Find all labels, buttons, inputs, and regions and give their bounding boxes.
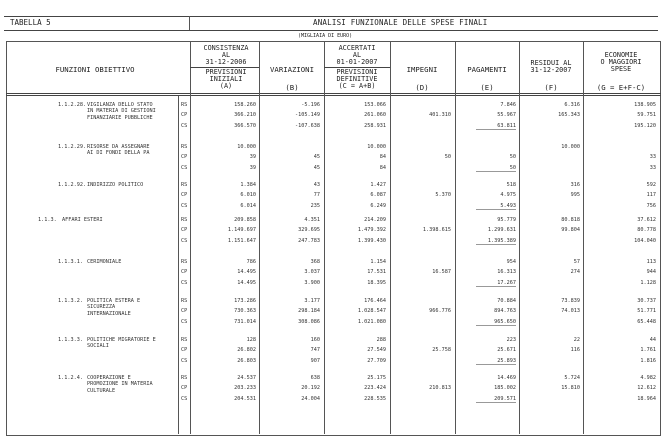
row-code: 1.1.3.1. <box>58 259 83 265</box>
value-cell: 117 <box>646 192 656 199</box>
value-cell: 907 <box>310 357 320 364</box>
value-cell: 14.469 <box>497 375 516 381</box>
row-code: 1.1.2.29. <box>58 144 87 150</box>
value-cell: 209.858 <box>234 217 256 223</box>
col-accertati-header: ACCERTATI AL 01-01-2007 <box>336 44 378 66</box>
value-cell: 176.464 <box>364 298 386 304</box>
col-variazioni-code: (B) <box>285 83 299 92</box>
value-cell: 128 <box>246 337 256 343</box>
value-cell: 55.967 <box>497 112 516 119</box>
value-cell: 366.210 <box>234 112 256 119</box>
value-cell: 6.014 <box>240 202 256 209</box>
value-cell: 44 <box>649 337 656 343</box>
subheader-rule <box>190 67 259 68</box>
group-underline <box>476 402 516 403</box>
value-cell: 84 <box>379 164 386 171</box>
value-cell: 57 <box>573 259 580 265</box>
row-type: RS <box>181 102 188 108</box>
row-label: RISORSE DA ASSEGNARE AI DI FONDI DELLA PA <box>87 144 150 157</box>
value-cell: 116 <box>570 347 580 354</box>
page-title: ANALISI FUNZIONALE DELLE SPESE FINALI <box>313 18 488 27</box>
value-cell: 3.900 <box>304 279 320 286</box>
value-cell: 10.000 <box>367 144 386 150</box>
value-cell: 944 <box>646 269 656 276</box>
row-code: 1.1.2.28. <box>58 102 87 108</box>
value-cell: 45 <box>313 164 320 171</box>
group-underline <box>476 244 516 245</box>
value-cell: 209.571 <box>494 395 516 402</box>
row-type: RS <box>181 337 188 343</box>
value-cell: 77 <box>313 192 320 199</box>
row-type: RS <box>181 259 188 265</box>
value-cell: 203.233 <box>234 385 256 392</box>
value-cell: 26.802 <box>237 347 256 354</box>
header-bottom-rule <box>6 93 661 94</box>
value-cell: 43 <box>313 182 320 188</box>
value-cell: 965.650 <box>494 318 516 325</box>
row-code: 1.1.2.92. <box>58 182 87 188</box>
value-cell: 966.776 <box>429 308 451 315</box>
col-residui-code: (F) <box>544 83 558 92</box>
value-cell: 518 <box>506 182 516 188</box>
value-cell: 592 <box>646 182 656 188</box>
value-cell: 1.479.392 <box>357 227 386 234</box>
value-cell: 731.014 <box>234 318 256 325</box>
title-bar-divider <box>189 16 190 30</box>
value-cell: 113 <box>646 259 656 265</box>
value-cell: 37.612 <box>637 217 656 223</box>
row-type: CP <box>181 112 188 119</box>
value-cell: 33 <box>649 154 656 161</box>
row-type: CS <box>181 318 188 325</box>
value-cell: 1.399.430 <box>357 237 386 244</box>
value-cell: -105.149 <box>295 112 320 119</box>
row-type: CP <box>181 192 188 199</box>
value-cell: 80.818 <box>561 217 580 223</box>
group-underline <box>476 286 516 287</box>
value-cell: 235 <box>310 202 320 209</box>
col-economie-code: (G = E+F-C) <box>596 83 646 92</box>
value-cell: 6.010 <box>240 192 256 199</box>
value-cell: 747 <box>310 347 320 354</box>
value-cell: 786 <box>246 259 256 265</box>
value-cell: 223.424 <box>364 385 386 392</box>
value-cell: 22 <box>573 337 580 343</box>
col-economie-header: ECONOMIE O MAGGIORI SPESE <box>600 51 642 73</box>
value-cell: 401.310 <box>429 112 451 119</box>
value-cell: 247.783 <box>298 237 320 244</box>
value-cell: 214.209 <box>364 217 386 223</box>
value-cell: 84 <box>379 154 386 161</box>
value-cell: 329.695 <box>298 227 320 234</box>
value-cell: 274 <box>570 269 580 276</box>
row-type: RS <box>181 298 188 304</box>
value-cell: 1.395.389 <box>487 237 516 244</box>
value-cell: 5.493 <box>500 202 516 209</box>
col-pagamenti-code: (E) <box>480 83 494 92</box>
row-label: POLITICA ESTERA E SICUREZZA INTERNAZIONALE <box>87 298 141 317</box>
value-cell: 6.087 <box>370 192 386 199</box>
value-cell: 1.384 <box>240 182 256 188</box>
value-cell: 14.495 <box>237 279 256 286</box>
value-cell: 6.249 <box>370 202 386 209</box>
value-cell: 12.612 <box>637 385 656 392</box>
value-cell: -5.196 <box>301 102 320 108</box>
value-cell: 5.724 <box>564 375 580 381</box>
row-code: 1.1.3.3. <box>58 337 83 343</box>
value-cell: 368 <box>310 259 320 265</box>
value-cell: 20.192 <box>301 385 320 392</box>
value-cell: 3.037 <box>304 269 320 276</box>
value-cell: 74.013 <box>561 308 580 315</box>
value-cell: 27.709 <box>367 357 386 364</box>
value-cell: 39 <box>249 164 256 171</box>
value-cell: 10.000 <box>561 144 580 150</box>
value-cell: 1.816 <box>640 357 656 364</box>
value-cell: 756 <box>646 202 656 209</box>
value-cell: 17.531 <box>367 269 386 276</box>
value-cell: 158.260 <box>234 102 256 108</box>
row-label: AFFARI ESTERI <box>62 217 103 223</box>
value-cell: 16.313 <box>497 269 516 276</box>
col-impegni-code: (D) <box>415 83 429 92</box>
value-cell: 24.004 <box>301 395 320 402</box>
value-cell: 51.771 <box>637 308 656 315</box>
row-label: VIGILANZA DELLO STATO IN MATERIA DI GESTIONI FINANZIARIE PUBBLICHE <box>87 102 156 121</box>
value-cell: 65.448 <box>637 318 656 325</box>
col-funzioni-header: FUNZIONI OBIETTIVO <box>55 65 135 74</box>
value-cell: 6.316 <box>564 102 580 108</box>
row-type: CP <box>181 308 188 315</box>
value-cell: 70.884 <box>497 298 516 304</box>
row-type: CS <box>181 122 188 129</box>
value-cell: 1.427 <box>370 182 386 188</box>
value-cell: 1.021.080 <box>357 318 386 325</box>
value-cell: 995 <box>570 192 580 199</box>
value-cell: 638 <box>310 375 320 381</box>
col-variazioni-header: VARIAZIONI <box>270 65 314 74</box>
row-type: RS <box>181 182 188 188</box>
value-cell: 366.570 <box>234 122 256 129</box>
value-cell: 316 <box>570 182 580 188</box>
value-cell: 4.351 <box>304 217 320 223</box>
value-cell: 4.975 <box>500 192 516 199</box>
row-label: INDIRIZZO POLITICO <box>87 182 144 188</box>
value-cell: 210.813 <box>429 385 451 392</box>
value-cell: 1.761 <box>640 347 656 354</box>
value-cell: 165.343 <box>558 112 580 119</box>
value-cell: 138.905 <box>634 102 656 108</box>
value-cell: 1.299.631 <box>487 227 516 234</box>
value-cell: 24.537 <box>237 375 256 381</box>
value-cell: 185.002 <box>494 385 516 392</box>
value-cell: 298.184 <box>298 308 320 315</box>
value-cell: 16.587 <box>432 269 451 276</box>
value-cell: 730.363 <box>234 308 256 315</box>
row-code: 1.1.3. <box>38 217 57 223</box>
value-cell: 27.549 <box>367 347 386 354</box>
value-cell: 195.120 <box>634 122 656 129</box>
value-cell: -107.638 <box>295 122 320 129</box>
value-cell: 25.175 <box>367 375 386 381</box>
row-type: CP <box>181 347 188 354</box>
row-type: CS <box>181 202 188 209</box>
row-code: 1.1.2.4. <box>58 375 83 381</box>
value-cell: 25.671 <box>497 347 516 354</box>
row-type: CP <box>181 269 188 276</box>
header-bottom-rule-2 <box>6 95 661 96</box>
value-cell: 50 <box>444 154 451 161</box>
table-label: TABELLA 5 <box>10 18 51 27</box>
col-pagamenti-header: PAGAMENTI <box>467 65 507 74</box>
row-type: RS <box>181 217 188 223</box>
row-type: CS <box>181 357 188 364</box>
unit-label: (MIGLIAIA DI EURO) <box>298 33 353 39</box>
row-type: RS <box>181 144 188 150</box>
col-definitive-header: PREVISIONI DEFINITIVE (C = A+B) <box>336 68 378 90</box>
value-cell: 4.982 <box>640 375 656 381</box>
value-cell: 308.086 <box>298 318 320 325</box>
row-label: CERIMONIALE <box>87 259 122 265</box>
value-cell: 15.810 <box>561 385 580 392</box>
value-cell: 95.779 <box>497 217 516 223</box>
group-underline <box>476 325 516 326</box>
col-previsioni-header: PREVISIONI INIZIALI (A) <box>205 68 247 90</box>
row-type: CS <box>181 395 188 402</box>
row-type: CS <box>181 164 188 171</box>
row-label: COOPERAZIONE E PROMOZIONE IN MATERIA CULTURALE <box>87 375 153 394</box>
value-cell: 39 <box>249 154 256 161</box>
row-type: CP <box>181 385 188 392</box>
value-cell: 261.060 <box>364 112 386 119</box>
row-type: CS <box>181 279 188 286</box>
type-column-rule <box>178 96 179 434</box>
row-code: 1.1.3.2. <box>58 298 83 304</box>
value-cell: 17.267 <box>497 279 516 286</box>
value-cell: 18.964 <box>637 395 656 402</box>
value-cell: 288 <box>376 337 386 343</box>
value-cell: 30.737 <box>637 298 656 304</box>
value-cell: 173.286 <box>234 298 256 304</box>
value-cell: 258.931 <box>364 122 386 129</box>
value-cell: 894.763 <box>494 308 516 315</box>
col-impegni-header: IMPEGNI <box>406 65 438 74</box>
value-cell: 26.803 <box>237 357 256 364</box>
group-underline <box>476 364 516 365</box>
col-consistenza-header: CONSISTENZA AL 31-12-2006 <box>203 44 249 66</box>
value-cell: 153.066 <box>364 102 386 108</box>
value-cell: 33 <box>649 164 656 171</box>
row-label: POLITICHE MIGRATORIE E SOCIALI <box>87 337 156 350</box>
value-cell: 50 <box>509 154 516 161</box>
value-cell: 160 <box>310 337 320 343</box>
value-cell: 204.531 <box>234 395 256 402</box>
value-cell: 25.893 <box>497 357 516 364</box>
value-cell: 7.846 <box>500 102 516 108</box>
value-cell: 80.778 <box>637 227 656 234</box>
value-cell: 1.028.547 <box>357 308 386 315</box>
value-cell: 50 <box>509 164 516 171</box>
value-cell: 223 <box>506 337 516 343</box>
value-cell: 45 <box>313 154 320 161</box>
subheader-rule <box>324 67 390 68</box>
value-cell: 228.535 <box>364 395 386 402</box>
row-type: CP <box>181 154 188 161</box>
col-residui-header: RESIDUI AL 31-12-2007 <box>530 59 572 74</box>
value-cell: 104.040 <box>634 237 656 244</box>
value-cell: 14.495 <box>237 269 256 276</box>
value-cell: 3.177 <box>304 298 320 304</box>
column-rule <box>390 41 391 434</box>
row-type: CS <box>181 237 188 244</box>
row-type: RS <box>181 375 188 381</box>
value-cell: 73.839 <box>561 298 580 304</box>
value-cell: 18.395 <box>367 279 386 286</box>
value-cell: 1.398.615 <box>422 227 451 234</box>
value-cell: 10.000 <box>237 144 256 150</box>
value-cell: 99.804 <box>561 227 580 234</box>
value-cell: 59.751 <box>637 112 656 119</box>
value-cell: 1.151.647 <box>227 237 256 244</box>
value-cell: 63.811 <box>497 122 516 129</box>
group-underline <box>476 209 516 210</box>
value-cell: 25.758 <box>432 347 451 354</box>
group-underline <box>476 129 516 130</box>
value-cell: 1.154 <box>370 259 386 265</box>
value-cell: 5.370 <box>435 192 451 199</box>
value-cell: 1.149.697 <box>227 227 256 234</box>
group-underline <box>476 171 516 172</box>
row-type: CP <box>181 227 188 234</box>
value-cell: 954 <box>506 259 516 265</box>
value-cell: 1.128 <box>640 279 656 286</box>
